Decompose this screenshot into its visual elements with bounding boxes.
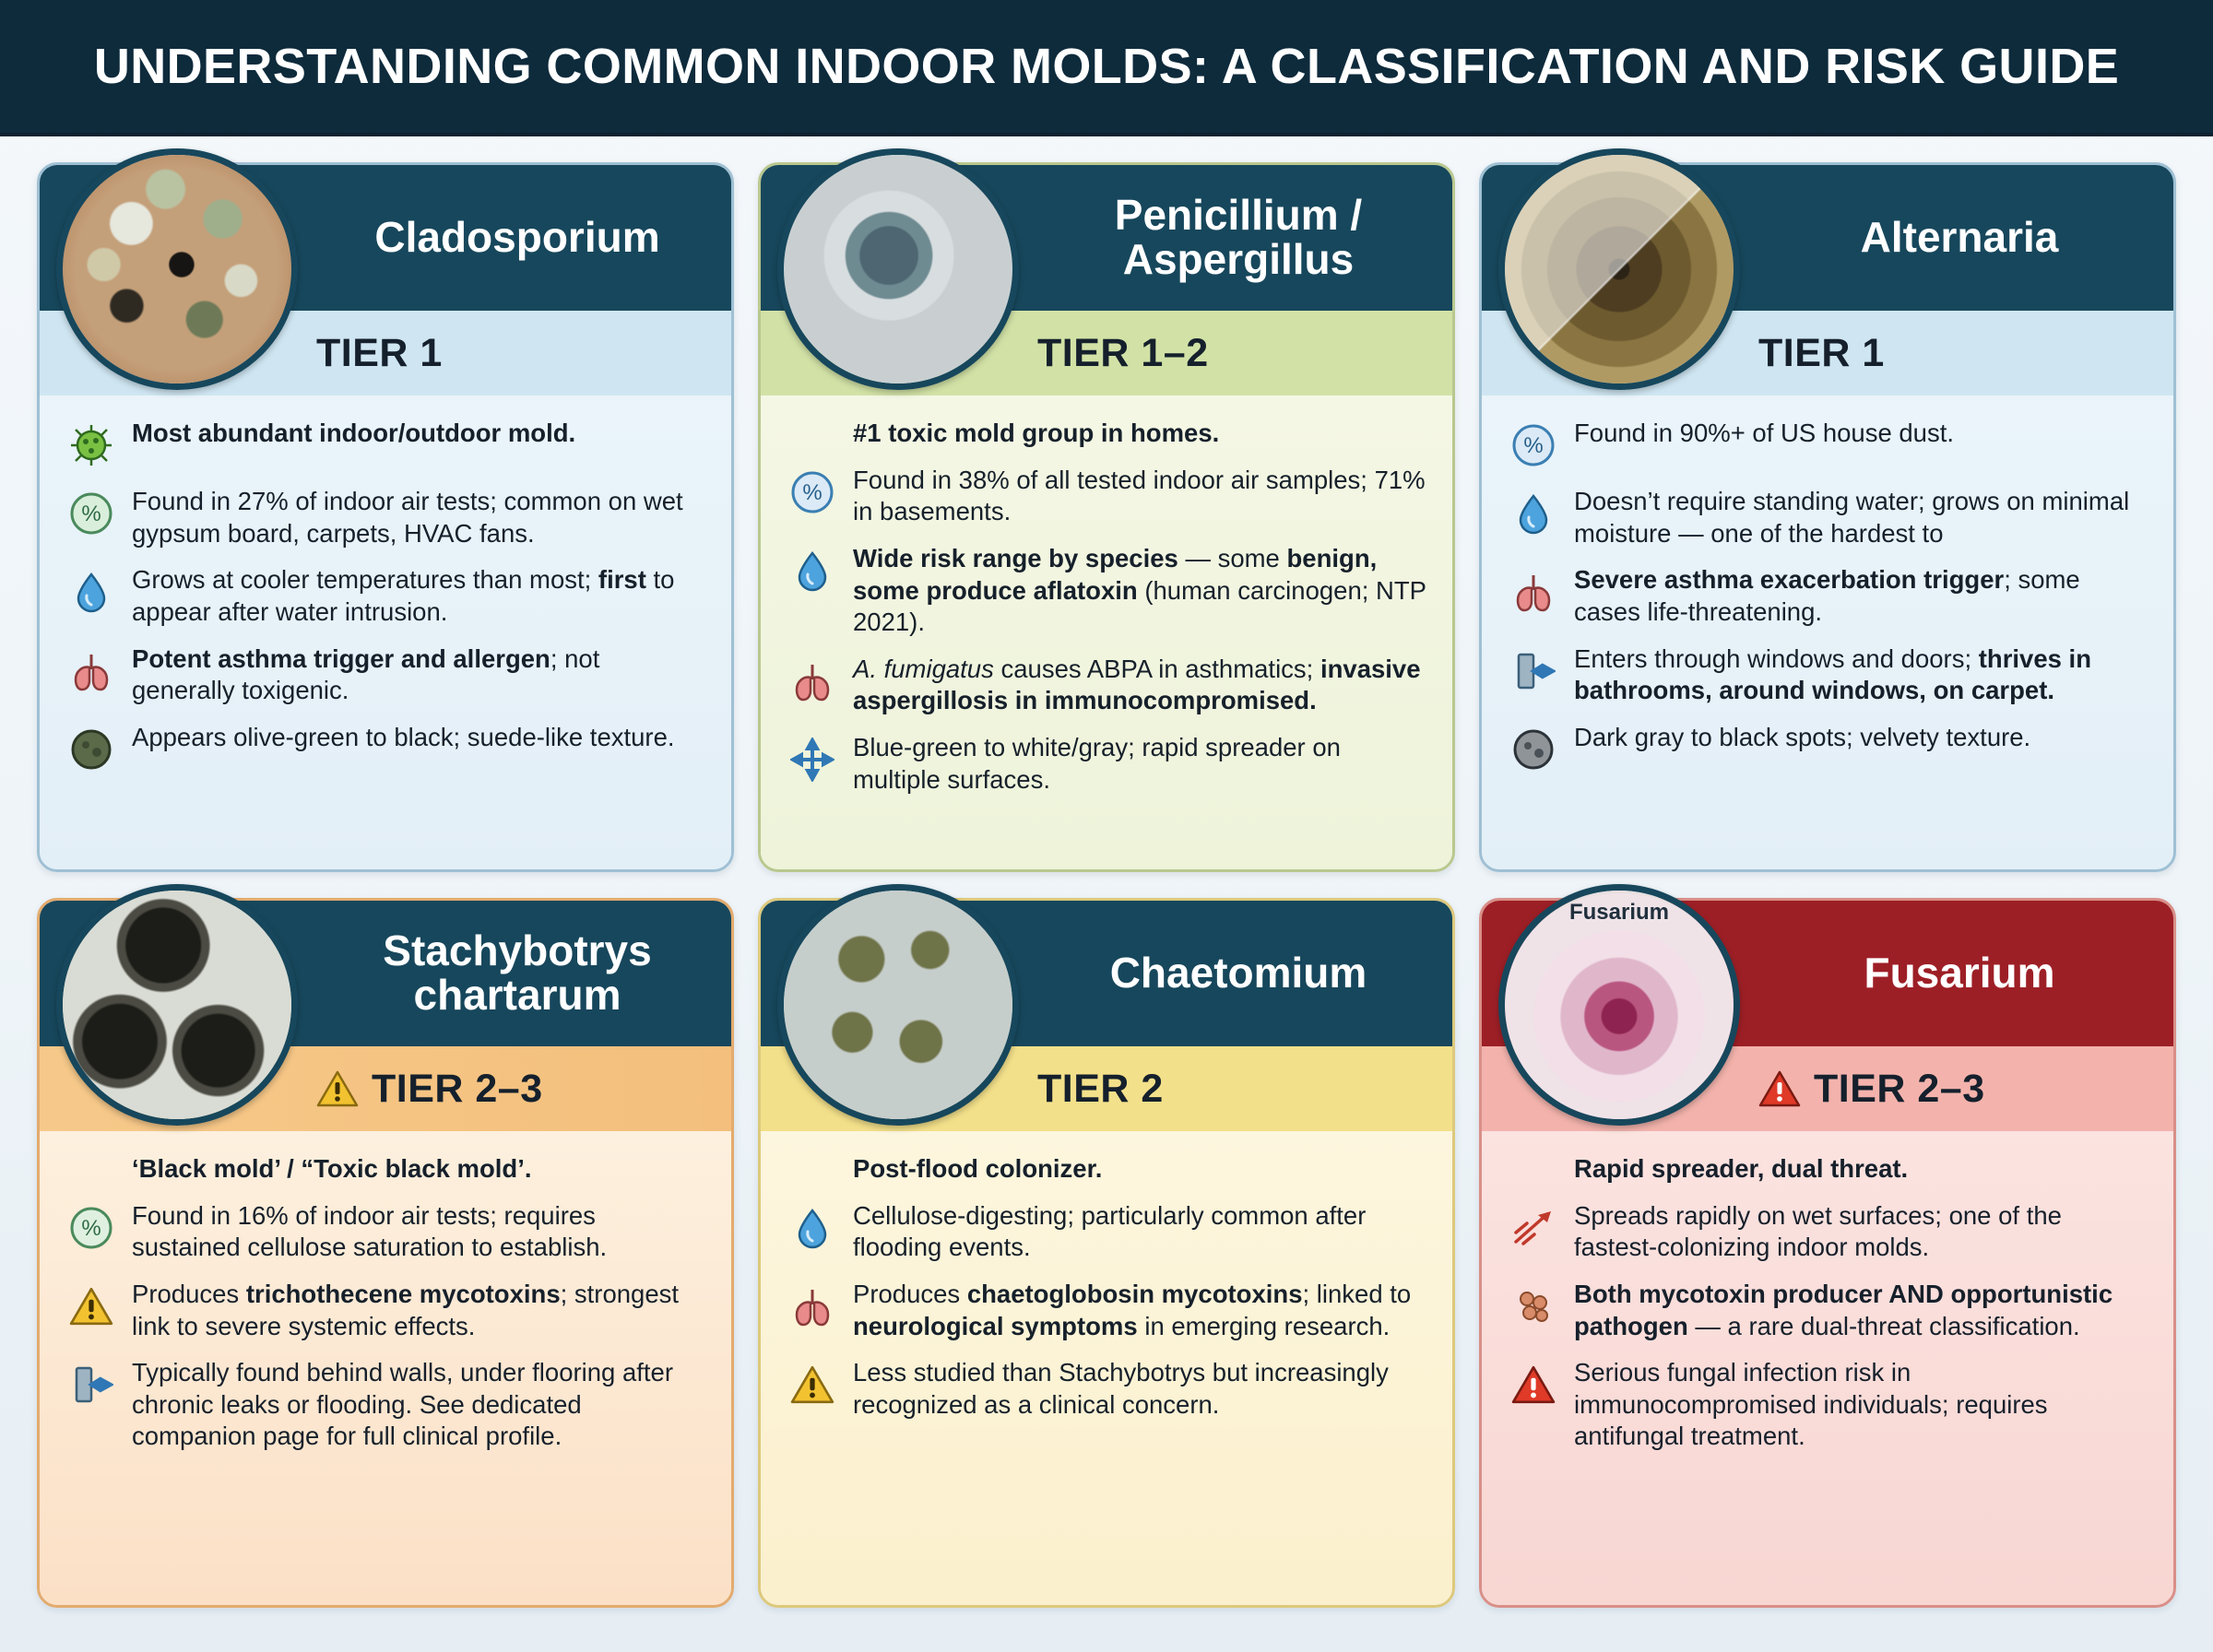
fact-text: A. fumigatus causes ABPA in asthmatics; invasive aspergillosis in immunocompromised. [853, 654, 1421, 715]
fact-item [1508, 643, 2148, 707]
mold-card-fusarium [1479, 898, 2176, 1608]
fact-text: Rapid spreader, dual threat. [1574, 1154, 1909, 1183]
lungs-icon [787, 1280, 838, 1332]
colony-icon [65, 724, 117, 775]
spore-cluster-icon [1508, 1280, 1559, 1332]
mold-name: Penicillium / Aspergillus [1114, 191, 1363, 283]
mold-name: Stachybotrys chartarum [383, 926, 652, 1019]
svg-text:%: % [81, 502, 101, 526]
fact-item [1508, 486, 2148, 549]
water-drop-icon [1508, 488, 1559, 539]
fact-item [787, 1200, 1426, 1264]
percent-icon [787, 466, 838, 518]
percent-icon [65, 1202, 117, 1254]
fact-item [65, 486, 705, 549]
fact-text: Serious fungal infection risk in immunocompromised individuals; requires antifungal treatment. [1574, 1358, 2048, 1451]
colony-icon [1508, 724, 1559, 775]
fact-item [1508, 1357, 2148, 1453]
fact-text: Appears olive-green to black; suede-like texture. [132, 722, 675, 751]
fact-item [65, 418, 705, 471]
fact-item [1508, 418, 2148, 471]
fact-text: Most abundant indoor/outdoor mold. [132, 419, 576, 447]
stachybotrys-photo [56, 884, 298, 1126]
fact-item [787, 465, 1426, 528]
fusarium-photo-label: Fusarium [1568, 900, 1670, 925]
fact-item [65, 1153, 705, 1186]
fact-item [1508, 1153, 2148, 1186]
tier-label: TIER 2 [1037, 1066, 1164, 1111]
lungs-icon [1508, 566, 1559, 618]
water-drop-icon [65, 566, 117, 618]
fact-item [1508, 1200, 2148, 1264]
warning-triangle-red-icon [1508, 1359, 1559, 1410]
fact-list [40, 1131, 731, 1605]
warning-triangle-icon [65, 1280, 117, 1332]
page-header [0, 0, 2213, 136]
mold-name: Chaetomium [1109, 949, 1367, 997]
fact-text: Less studied than Stachybotrys but increasingly recognized as a clinical concern. [853, 1358, 1389, 1419]
fact-text: Cellulose-digesting; particularly common after flooding events. [853, 1200, 1367, 1262]
fact-item [1508, 1279, 2148, 1342]
tier-label: TIER 1–2 [1037, 330, 1209, 375]
fact-item [787, 418, 1426, 450]
fact-text: Found in 38% of all tested indoor air samples; 71% in basements. [853, 465, 1426, 526]
fact-item [787, 654, 1426, 717]
mold-card-grid [0, 136, 2213, 1626]
chaetomium-photo [777, 884, 1019, 1126]
fact-item [787, 1279, 1426, 1342]
fact-text: Blue-green to white/gray; rapid spreader on multiple surfaces. [853, 733, 1341, 794]
mold-card-penicillium-aspergillus [758, 162, 1455, 872]
door-icon [1508, 645, 1559, 697]
fact-text: Grows at cooler temperatures than most; first to appear after water intrusion. [132, 565, 675, 626]
tier-label: TIER 2–3 [1814, 1066, 1985, 1111]
fact-text: Produces chaetoglobosin mycotoxins; linked to neurological symptoms in emerging research. [853, 1279, 1412, 1340]
fact-list [40, 395, 731, 869]
growth-arrow-icon [1508, 1202, 1559, 1254]
fact-text: #1 toxic mold group in homes. [853, 419, 1220, 447]
water-drop-icon [787, 545, 838, 596]
svg-text:%: % [81, 1215, 101, 1241]
lungs-icon [787, 655, 838, 707]
mold-card-cladosporium [37, 162, 734, 872]
fact-text: Wide risk range by species — some benign, some produce aflatoxin (human carcinogen; NTP 2021). [853, 543, 1426, 637]
mold-name: Cladosporium [374, 213, 660, 262]
cladosporium-photo [56, 148, 298, 390]
warning-triangle-icon [787, 1359, 838, 1410]
fact-text: Both mycotoxin producer AND opportunistic pathogen — a rare dual-threat classification. [1574, 1279, 2113, 1340]
fact-text: Found in 16% of indoor air tests; requires sustained cellulose saturation to establish. [132, 1200, 608, 1262]
mold-card-alternaria [1479, 162, 2176, 872]
fact-item [65, 564, 705, 628]
fact-item [65, 643, 705, 707]
tier-label: TIER 1 [316, 330, 443, 375]
fact-text: Dark gray to black spots; velvety texture. [1574, 722, 2031, 751]
fact-text: Enters through windows and doors; thrives in bathrooms, around windows, on carpet. [1574, 643, 2091, 705]
fact-item [787, 732, 1426, 796]
fact-list [761, 1131, 1452, 1605]
warning-triangle-icon [316, 1069, 359, 1108]
fact-item [1508, 722, 2148, 775]
svg-text:%: % [1523, 433, 1544, 458]
percent-icon [1508, 419, 1559, 471]
fact-text: ‘Black mold’ / “Toxic black mold’. [132, 1154, 532, 1183]
fact-text: Severe asthma exacerbation trigger; some cases life-threatening. [1574, 565, 2080, 626]
mold-name: Alternaria [1860, 213, 2059, 262]
mold-name: Fusarium [1864, 949, 2055, 997]
fact-text: Produces trichothecene mycotoxins; strongest link to severe systemic effects. [132, 1279, 680, 1340]
tier-label: TIER 1 [1758, 330, 1885, 375]
fact-text: Post-flood colonizer. [853, 1154, 1103, 1183]
mold-card-chaetomium [758, 898, 1455, 1608]
fact-text: Typically found behind walls, under flooring after chronic leaks or flooding. See dedicated companion page for full clinical profile. [132, 1358, 674, 1451]
mold-card-stachybotrys-chartarum [37, 898, 734, 1608]
fact-item [65, 722, 705, 775]
fact-text: Found in 90%+ of US house dust. [1574, 419, 1955, 447]
fact-text: Potent asthma trigger and allergen; not generally toxigenic. [132, 643, 600, 705]
lungs-icon [65, 645, 117, 697]
fact-text: Doesn’t require standing water; grows on minimal moisture — one of the hardest to [1574, 487, 2130, 548]
water-drop-icon [787, 1202, 838, 1254]
fact-item [65, 1357, 705, 1453]
fact-list [1482, 395, 2173, 869]
fact-text: Found in 27% of indoor air tests; common on wet gypsum board, carpets, HVAC fans. [132, 487, 683, 548]
fact-item [787, 543, 1426, 639]
alternaria-photo [1498, 148, 1740, 390]
svg-text:%: % [802, 479, 822, 505]
fact-list [761, 395, 1452, 869]
fact-item [787, 1357, 1426, 1421]
percent-icon [65, 488, 117, 539]
fact-text: Spreads rapidly on wet surfaces; one of the fastest-colonizing indoor molds. [1574, 1200, 2062, 1262]
fact-list [1482, 1131, 2173, 1605]
page-title: UNDERSTANDING COMMON INDOOR MOLDS: A CLASSIFICATION AND RISK GUIDE [93, 39, 2120, 94]
penicillium-photo [777, 148, 1019, 390]
tier-label: TIER 2–3 [372, 1066, 543, 1111]
fact-item [1508, 564, 2148, 628]
warning-triangle-red-icon [1758, 1069, 1801, 1108]
spread-arrows-icon [787, 734, 838, 785]
fact-item [65, 1279, 705, 1342]
fusarium-photo [1498, 884, 1740, 1126]
fact-item [787, 1153, 1426, 1186]
microbe-icon [65, 419, 117, 471]
fact-item [65, 1200, 705, 1264]
door-icon [65, 1359, 117, 1410]
